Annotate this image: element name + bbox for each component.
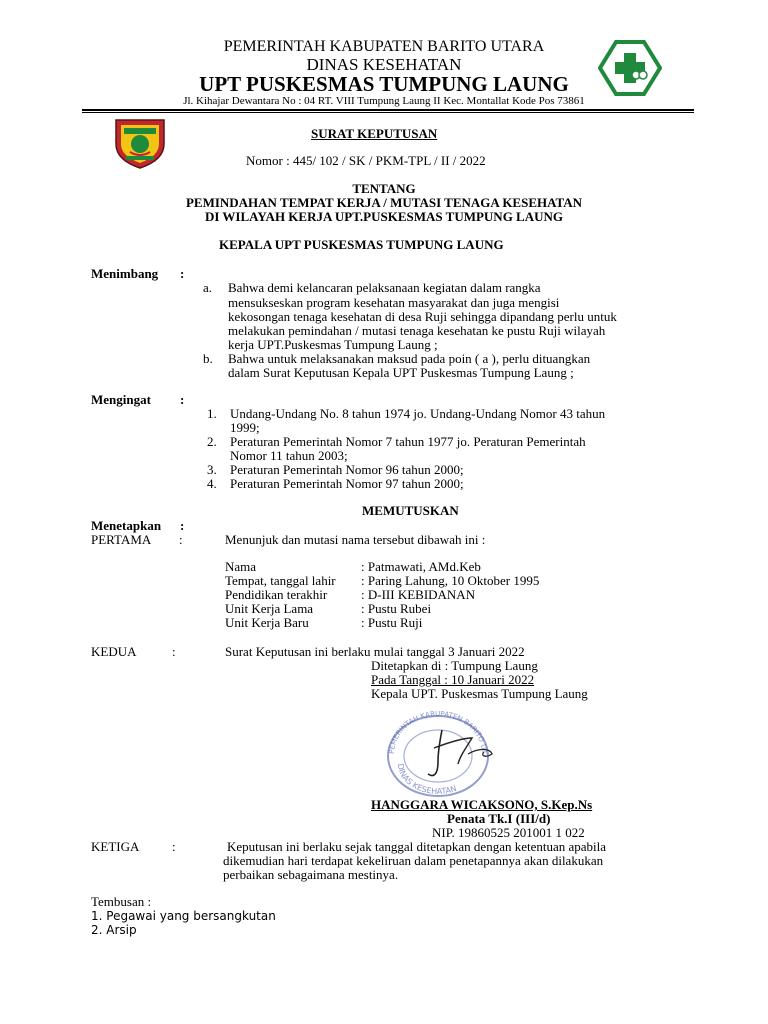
header-line-3: UPT PUSKESMAS TUMPUNG LAUNG xyxy=(199,72,569,96)
menimbang-b-line-1: Bahwa untuk melaksanakan maksud pada poin ( a ), perlu dituangkan xyxy=(228,351,591,366)
ketiga-colon: : xyxy=(172,839,176,854)
ditetapkan-jabatan: Kepala UPT. Puskesmas Tumpung Laung xyxy=(371,686,588,701)
field-value-unit-lama: : Pustu Rubei xyxy=(361,601,432,616)
ditetapkan-di: Ditetapkan di : Tumpung Laung xyxy=(371,658,538,673)
mengingat-3-line-1: Peraturan Pemerintah Nomor 96 tahun 2000; xyxy=(230,462,464,477)
menimbang-colon: : xyxy=(180,266,185,281)
menimbang-marker-b: b. xyxy=(203,351,213,366)
signer-rank: Penata Tk.I (III/d) xyxy=(447,811,551,826)
document-title: SURAT KEPUTUSAN xyxy=(311,126,438,141)
ketiga-line-3: perbaikan sebagaimana mestinya. xyxy=(223,867,399,882)
pertama-label: PERTAMA xyxy=(91,532,152,547)
field-key-unit-lama: Unit Kerja Lama xyxy=(225,601,314,616)
header-rule-thin xyxy=(82,112,694,113)
mengingat-marker-3: 3. xyxy=(207,462,217,477)
tembusan-item-2: 2. Arsip xyxy=(91,923,137,937)
menimbang-marker-a: a. xyxy=(203,280,213,295)
document-number: Nomor : 445/ 102 / SK / PKM-TPL / II / 2022 xyxy=(246,153,486,168)
field-value-ttl: : Paring Lahung, 10 Oktober 1995 xyxy=(361,573,540,588)
kepala-heading: KEPALA UPT PUSKESMAS TUMPUNG LAUNG xyxy=(219,237,504,252)
svg-text:DINAS KESEHATAN xyxy=(396,763,458,796)
menimbang-a-line-2: mensukseskan program kesehatan masyarakat dan juga mengisi xyxy=(228,295,560,310)
tentang-label: TENTANG xyxy=(352,181,416,196)
header-line-1: PEMERINTAH KABUPATEN BARITO UTARA xyxy=(223,38,545,55)
mengingat-1-line-2: 1999; xyxy=(230,420,260,435)
header-rule xyxy=(82,109,694,111)
kedua-label: KEDUA xyxy=(91,644,137,659)
menimbang-a-line-3: kekosongan tenaga kesehatan di desa Ruji sehingga dipandang perlu untuk xyxy=(228,309,617,324)
pertama-text: Menunjuk dan mutasi nama tersebut dibawah ini : xyxy=(225,532,486,547)
mengingat-marker-2: 2. xyxy=(207,434,217,449)
tembusan-label: Tembusan : xyxy=(91,894,152,909)
mengingat-marker-4: 4. xyxy=(207,476,217,491)
memutuskan-heading: MEMUTUSKAN xyxy=(362,503,459,518)
field-value-pendidikan: : D-III KEBIDANAN xyxy=(361,587,476,602)
field-key-pendidikan: Pendidikan terakhir xyxy=(225,587,328,602)
menetapkan-colon: : xyxy=(180,518,185,533)
mengingat-label: Mengingat xyxy=(91,392,151,407)
menimbang-label: Menimbang xyxy=(91,266,159,281)
ketiga-line-1: Keputusan ini berlaku sejak tanggal ditetapkan dengan ketentuan apabila xyxy=(227,839,607,854)
ketiga-line-2: dikemudian hari terdapat kekeliruan dalam penetapannya akan dilakukan xyxy=(223,853,604,868)
header-line-2: DINAS KESEHATAN xyxy=(306,55,462,74)
signer-name: HANGGARA WICAKSONO, S.Kep.Ns xyxy=(371,797,593,812)
ketiga-label: KETIGA xyxy=(91,839,140,854)
regency-emblem-icon xyxy=(110,114,170,170)
pertama-colon: : xyxy=(179,532,183,547)
field-key-nama: Nama xyxy=(225,559,257,574)
stamp-text-top: PEMERINTAH KABUPATEN BARITO UT xyxy=(387,709,489,755)
tentang-line-2: DI WILAYAH KERJA UPT.PUSKESMAS TUMPUNG LAUNG xyxy=(204,209,564,224)
field-value-nama: : Patmawati, AMd.Keb xyxy=(361,559,481,574)
stamp-text-bottom: DINAS KESEHATAN xyxy=(395,763,458,797)
mengingat-4-line-1: Peraturan Pemerintah Nomor 97 tahun 2000; xyxy=(230,476,464,491)
mengingat-2-line-2: Nomor 11 tahun 2003; xyxy=(230,448,348,463)
kedua-colon: : xyxy=(172,644,176,659)
kedua-text: Surat Keputusan ini berlaku mulai tanggal 3 Januari 2022 xyxy=(225,644,525,659)
official-stamp-icon xyxy=(372,708,520,798)
field-key-ttl: Tempat, tanggal lahir xyxy=(225,573,336,588)
mengingat-marker-1: 1. xyxy=(207,406,217,421)
puskesmas-logo-icon xyxy=(598,40,662,96)
tembusan-item-1: 1. Pegawai yang bersangkutan xyxy=(91,909,276,923)
mengingat-2-line-1: Peraturan Pemerintah Nomor 7 tahun 1977 jo. Peraturan Pemerintah xyxy=(230,434,586,449)
field-value-unit-baru: : Pustu Ruji xyxy=(361,615,423,630)
menimbang-a-line-4: melakukan pemindahan / mutasi tenaga kesehatan ke pustu Ruji wilayah xyxy=(228,323,606,338)
header-address: Jl. Kihajar Dewantara No : 04 RT. VIII Tumpung Laung II Kec. Montallat Kode Pos 73861 xyxy=(183,95,585,107)
menimbang-b-line-2: dalam Surat Keputusan Kepala UPT Puskesmas Tumpung Laung ; xyxy=(228,365,574,380)
ditetapkan-tanggal: Pada Tanggal : 10 Januari 2022 xyxy=(371,672,535,687)
menimbang-a-line-5: kerja UPT.Puskesmas Tumpung Laung ; xyxy=(228,337,438,352)
mengingat-1-line-1: Undang-Undang No. 8 tahun 1974 jo. Undang-Undang Nomor 43 tahun xyxy=(230,406,606,421)
menetapkan-label: Menetapkan xyxy=(91,518,162,533)
signer-nip: NIP. 19860525 201001 1 022 xyxy=(432,825,585,840)
field-key-unit-baru: Unit Kerja Baru xyxy=(225,615,309,630)
mengingat-colon: : xyxy=(180,392,185,407)
menimbang-a-line-1: Bahwa demi kelancaran pelaksanaan kegiatan dalam rangka xyxy=(228,280,541,295)
tentang-line-1: PEMINDAHAN TEMPAT KERJA / MUTASI TENAGA KESEHATAN xyxy=(185,195,583,210)
